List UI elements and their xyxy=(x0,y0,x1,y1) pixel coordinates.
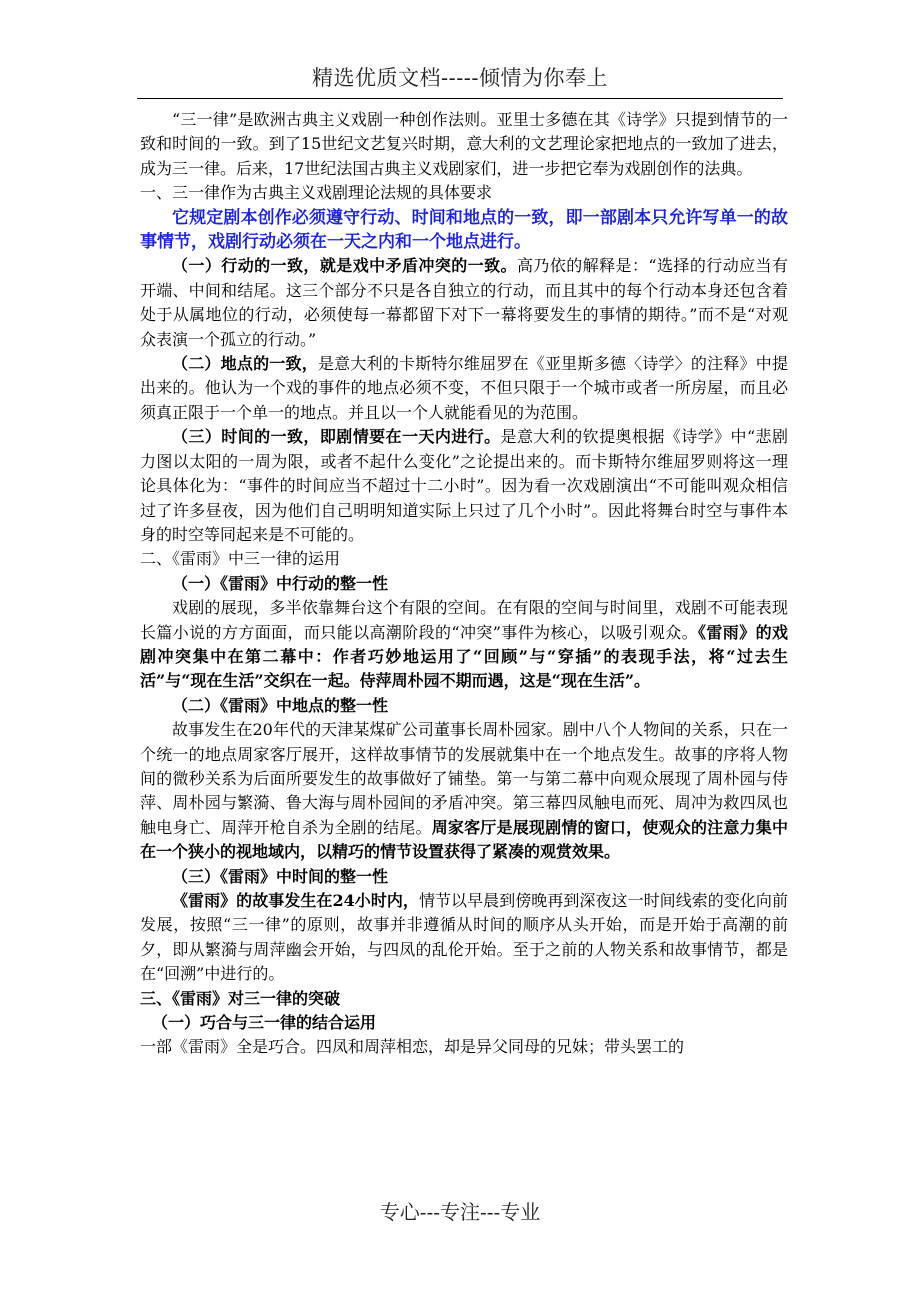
section3-sub1-paragraph: 一部《雷雨》全是巧合。四凤和周萍相恋，却是异父同母的兄妹；带头罢工的 xyxy=(140,1037,685,1057)
header-divider xyxy=(137,98,783,99)
section2-sub3-paragraph xyxy=(140,889,788,987)
sub3-text: 情节以早晨到傍晚再到深夜这一时间线索的变化向前发展，按照“三一律”的原则，故事并非遵循从时间的顺序从头开始，而是开始于高潮的前夕，即从繁漪与周萍幽会开始，与四凤的乱伦开始。至于之前的人物关系和故事情节，都是在“回溯”中进行的。 xyxy=(140,891,788,984)
section2-sub2-heading: （二）《雷雨》中地点的整一性 xyxy=(172,695,389,715)
point2-title: （二）地点的一致， xyxy=(172,354,318,374)
section1-point3 xyxy=(140,425,788,547)
section1-heading: 一、三一律作为古典主义戏剧理论法规的具体要求 xyxy=(140,183,493,203)
page-header: 精选优质文档-----倾情为你奉上 xyxy=(312,66,608,90)
section2-sub1-heading: （一）《雷雨》中行动的整一性 xyxy=(172,573,389,593)
document-body xyxy=(140,108,788,1060)
point3-text: 是意大利的钦提奥根据《诗学》中“悲剧力图以太阳的一周为限，或者不起什么变化”之论提出来的。而卡斯特尔维屈罗则将这一理论具体化为：“事件的时间应当不超过十二小时”。因为看一次戏剧演出“不可能叫观众相信过了许多昼夜，因为他们自己明明知道实际上只过了几个小时”。因此将舞台时空与事件本身的时空等同起来是不可能的。 xyxy=(140,427,788,544)
sub3-bold: 《雷雨》的故事发生在24小时内， xyxy=(172,891,419,910)
point3-title: （三）时间的一致，即剧情要在一天内进行。 xyxy=(172,427,501,447)
section2-sub3-heading: （三）《雷雨》中时间的整一性 xyxy=(172,866,389,886)
section2-sub1-paragraph xyxy=(140,596,788,694)
intro-paragraph: “三一律”是欧洲古典主义戏剧一种创作法则。亚里士多德在其《诗学》只提到情节的一致和时间的一致。到了15世纪文艺复兴时期，意大利的文艺理论家把地点的一致加了进去，成为三一律。后来，17世纪法国古典主义戏剧家们，进一步把它奉为戏剧创作的法典。 xyxy=(140,110,788,178)
section1-point1 xyxy=(140,254,788,352)
point1-title: （一）行动的一致，就是戏中矛盾冲突的一致。 xyxy=(172,256,517,276)
section3-sub1-heading: （一）巧合与三一律的结合运用 xyxy=(152,1013,377,1033)
sub1-bold: 《雷雨》的戏剧冲突集中在第二幕中：作者巧妙地运用了“回顾”与“穿插”的表现手法，将“过去生活”与“现在生活”交织在一起。侍萍周朴园不期而遇，这是“现在生活”。 xyxy=(140,622,788,691)
sub2-bold: 周家客厅是展现剧情的窗口，使观众的注意力集中在一个狭小的视地域内，以精巧的情节设置获得了紧凑的观赏效果。 xyxy=(140,817,788,862)
section1-highlight: 它规定剧本创作必须遵守行动、时间和地点的一致，即一部剧本只允许写单一的故事情节，戏剧行动必须在一天之内和一个地点进行。 xyxy=(140,207,788,253)
point1-text: 高乃依的解释是：“选择的行动应当有开端、中间和结尾。这三个部分不只是各自独立的行动，而且其中的每个行动本身还包含着处于从属地位的行动，必须使每一幕都留下对下一幕将要发生的事情的期待。”而不是“对观众表演一个孤立的行动。” xyxy=(140,256,788,349)
point2-text: 是意大利的卡斯特尔维屈罗在《亚里斯多德〈诗学〉的注释》中提出来的。他认为一个戏的事件的地点必须不变，不但只限于一个城市或者一所房屋，而且必须真正限于一个单一的地点。并且以一个人就能看见的为范围。 xyxy=(140,354,788,422)
section1-point2 xyxy=(140,352,788,425)
section2-heading: 二、《雷雨》中三一律的运用 xyxy=(140,549,341,569)
page-footer: 专心---专注---专业 xyxy=(379,1200,541,1224)
section3-heading: 三、《雷雨》对三一律的突破 xyxy=(140,988,341,1008)
sub2-text: 故事发生在20年代的天津某煤矿公司董事长周朴园家。剧中八个人物间的关系，只在一个统一的地点周家客厅展开，这样故事情节的发展就集中在一个地点发生。故事的序将人物间的微秒关系为后面所要发生的故事做好了铺垫。第一与第二幕中向观众展现了周朴园与侍萍、周朴园与繁漪、鲁大海与周朴园间的矛盾冲突。第三幕四凤触电而死、周冲为救四凤也触电身亡、周萍开枪自杀为全剧的结尾。 xyxy=(140,720,788,837)
section2-sub2-paragraph xyxy=(140,718,788,864)
sub1-text: 戏剧的展现，多半依靠舞台这个有限的空间。在有限的空间与时间里，戏剧不可能表现长篇小说的方方面面，而只能以高潮阶段的“冲突”事件为核心，以吸引观众。 xyxy=(140,598,788,642)
